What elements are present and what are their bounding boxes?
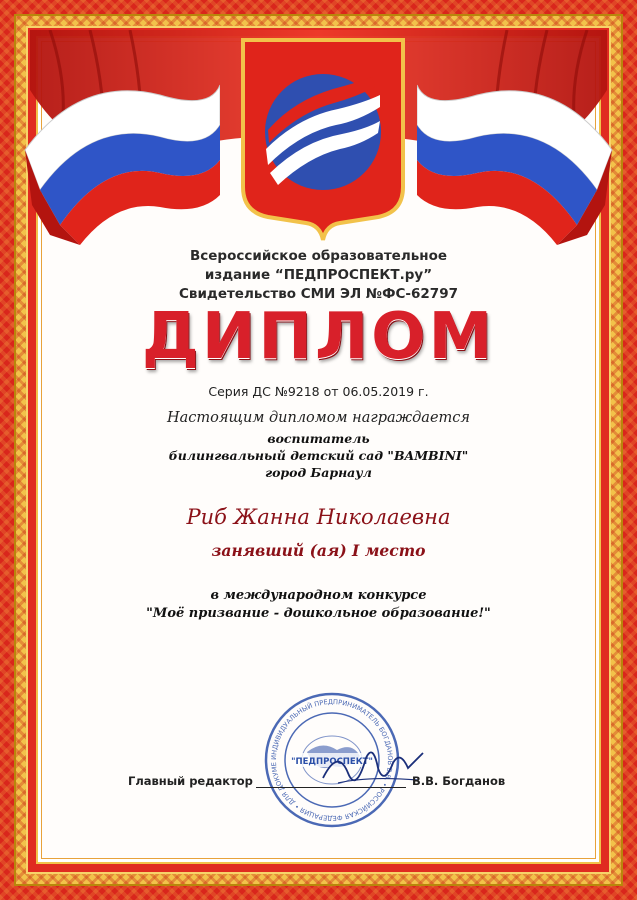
diploma-title: ДИПЛОМ — [141, 300, 496, 374]
contest-line-1: в международном конкурсе — [210, 588, 427, 603]
publisher-info — [100, 247, 537, 304]
awarded-statement: Настоящим дипломом награждается — [166, 410, 470, 426]
contest-line-2: "Моё призвание - дошкольное образование!" — [146, 606, 491, 621]
place-awarded: занявший (ая) I место — [211, 541, 426, 560]
emblem-icon — [238, 37, 408, 247]
stamp-center-text: "ПЕДПРОСПЕКТ" — [291, 757, 373, 767]
stamp-ring-text: ИНДИВИДУАЛЬНЫЙ ПРЕДПРИНИМАТЕЛЬ БОГДАНОВ В.В. • РОССИЙСКАЯ ФЕДЕРАЦИЯ • ДЛЯ ДОКУМЕ — [269, 697, 395, 823]
recipient-role — [0, 430, 637, 481]
role-line-1: воспитатель — [267, 431, 370, 446]
publisher-line-3: Свидетельство СМИ ЭЛ №ФС-62797 — [179, 286, 458, 302]
recipient-name: Риб Жанна Николаевна — [186, 505, 451, 529]
contest-info — [0, 587, 637, 623]
signatory-role: Главный редактор — [128, 774, 253, 788]
publisher-line-2: издание “ПЕДПРОСПЕКТ.ру” — [204, 267, 433, 283]
right-flag-ribbon-icon — [417, 55, 617, 250]
publisher-line-1: Всероссийское образовательное — [189, 248, 447, 264]
signatory-name: В.В. Богданов — [412, 774, 506, 788]
left-flag-ribbon-icon — [20, 55, 220, 250]
role-line-2: билингвальный детский сад "BAMBINI" — [168, 448, 469, 463]
role-line-3: город Барнаул — [265, 465, 372, 480]
signature-line — [256, 787, 406, 788]
series-number: Серия ДС №9218 от 06.05.2019 г. — [208, 384, 429, 399]
signature-scribble — [318, 738, 428, 803]
